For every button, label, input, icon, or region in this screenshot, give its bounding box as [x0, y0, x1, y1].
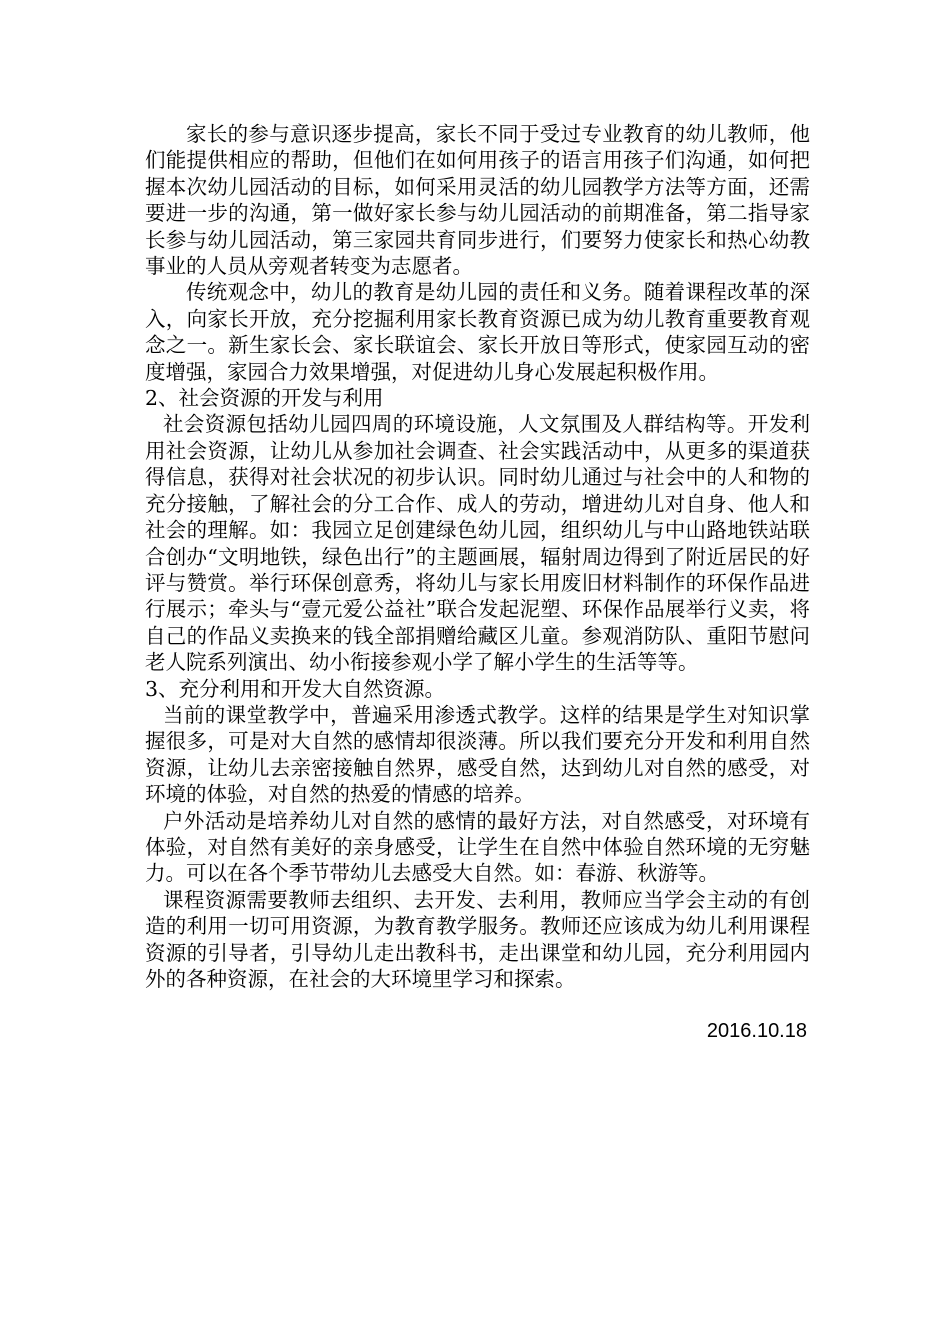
- document-date: 2016.10.18: [706, 1020, 807, 1042]
- document-body: [145, 121, 810, 992]
- paragraph-traditional-concept: 传统观念中，幼儿的教育是幼儿园的责任和义务。随着课程改革的深入，向家长开放，充分挖掘利用家长教育资源已成为幼儿教育重要教育观念之一。新生家长会、家长联谊会、家长开放日等形式，使家园互动的密度增强，家园合力效果增强，对促进幼儿身心发展起积极作用。: [145, 280, 810, 384]
- paragraph-curriculum-resources: 课程资源需要教师去组织、去开发、去利用，教师应当学会主动的有创造的利用一切可用资源，为教育教学服务。教师还应该成为幼儿利用课程资源的引导者，引导幼儿走出教科书，走出课堂和幼儿园，充分利用园内外的各种资源，在社会的大环境里学习和探索。: [145, 887, 810, 991]
- paragraph-classroom-teaching: 当前的课堂教学中，普遍采用渗透式教学。这样的结果是学生对知识掌握很多，可是对大自然的感情却很淡薄。所以我们要充分开发和利用自然资源，让幼儿去亲密接触自然界，感受自然，达到幼儿对自然的感受，对环境的体验，对自然的热爱的情感的培养。: [145, 702, 810, 807]
- section-heading-natural-resources: 3、充分利用和开发大自然资源。: [145, 676, 446, 701]
- paragraph-social-resources: 社会资源包括幼儿园四周的环境设施，人文氛围及人群结构等。开发利用社会资源，让幼儿从参加社会调查、社会实践活动中，从更多的渠道获得信息，获得对社会状况的初步认识。同时幼儿通过与社会中的人和物的充分接触，了解社会的分工合作、成人的劳动，增进幼儿对自身、他人和社会的理解。如：我园立足创建绿色幼儿园，组织幼儿与中山路地铁站联合创办“文明地铁，绿色出行”的主题画展，辐射周边得到了附近居民的好评与赞赏。举行环保创意秀，将幼儿与家长用废旧材料制作的环保作品进行展示；牵头与“壹元爱公益社”联合发起泥塑、环保作品展举行义卖，将自己的作品义卖换来的钱全部捐赠给藏区儿童。参观消防队、重阳节慰问老人院系列演出、幼小衔接参观小学了解小学生的生活等等。: [145, 412, 810, 675]
- paragraph-outdoor-activities: 户外活动是培养幼儿对自然的感情的最好方法，对自然感受，对环境有体验，对自然有美好的亲身感受，让学生在自然中体验自然环境的无穷魅力。可以在各个季节带幼儿去感受大自然。如：春游、秋游等。: [145, 808, 810, 886]
- paragraph-parent-participation: 家长的参与意识逐步提高，家长不同于受过专业教育的幼儿教师，他们能提供相应的帮助，但他们在如何用孩子的语言用孩子们沟通，如何把握本次幼儿园活动的目标，如何采用灵活的幼儿园教学方法等方面，还需要进一步的沟通，第一做好家长参与幼儿园活动的前期准备，第二指导家长参与幼儿园活动，第三家园共育同步进行，们要努力使家长和热心幼教事业的人员从旁观者转变为志愿者。: [145, 122, 810, 279]
- section-heading-social-resources: 2、社会资源的开发与利用: [145, 386, 384, 411]
